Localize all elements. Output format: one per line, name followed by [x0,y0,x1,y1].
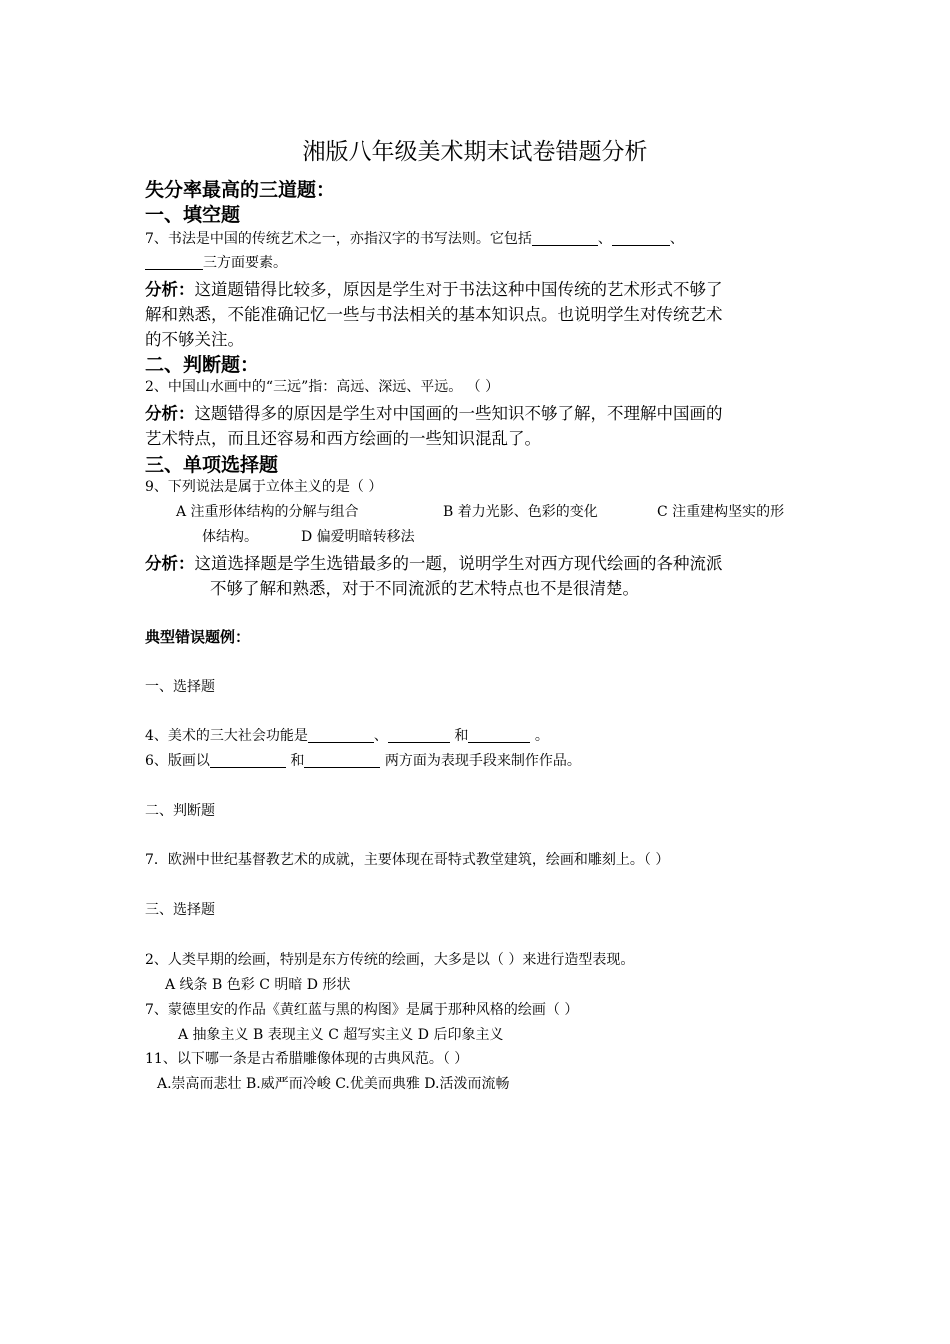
typical-q2: 2、人类早期的绘画，特别是东方传统的绘画，大多是以（ ）来进行造型表现。 [145,952,635,968]
analysis-text: 这道题错得比较多，原因是学生对于书法这种中国传统的艺术形式不够了 [194,280,723,299]
part2-analysis-line1 [145,400,723,424]
separator: 、 [373,728,388,744]
answer-blank [145,255,203,270]
part1-analysis-line1 [145,276,723,300]
question-text: 6、版画以 [145,753,210,769]
typical-q4 [145,725,549,745]
answer-blank [308,728,374,743]
answer-blank [532,231,598,246]
part3-option-c-cont: 体结构。 [202,529,258,545]
part3-analysis-line2: 不够了解和熟悉，对于不同流派的艺术特点也不是很清楚。 [210,579,639,598]
answer-blank [388,728,450,743]
typical-s3-heading: 三、选择题 [145,902,215,918]
analysis-text: 这题错得多的原因是学生对中国画的一些知识不够了解，不理解中国画的 [194,404,723,423]
analysis-text: 这道选择题是学生选错最多的一题，说明学生对西方现代绘画的各种流派 [194,554,723,573]
part3-option-c: C 注重建构坚实的形 [657,504,785,520]
analysis-label: 分析： [145,554,195,573]
typical-s2-heading: 二、判断题 [145,803,215,819]
separator: 和 [449,728,469,744]
answer-blank [304,753,380,768]
part1-question-suffix: 三方面要素。 [203,255,287,271]
question-text: 4、美术的三大社会功能是 [145,728,308,744]
part2-question: 2、中国山水画中的“三远”指：高远、深远、平远。 （ ） [145,379,500,395]
typical-q11-options: A.崇高而悲壮 B.威严而冷峻 C.优美而典雅 D.活泼而流畅 [157,1076,510,1092]
part3-analysis-line1 [145,550,723,574]
part3-option-b: B 着力光影、色彩的变化 [443,504,598,520]
separator: 。 [530,728,549,744]
part3-option-d: D 偏爱明暗转移法 [301,529,415,545]
typical-q7b-options: A 抽象主义 B 表现主义 C 超写实主义 D 后印象主义 [178,1027,504,1043]
answer-blank [612,231,670,246]
part3-option-a: A 注重形体结构的分解与组合 [176,504,359,520]
separator: 、 [669,231,684,247]
part2-heading: 二、判断题： [145,354,260,376]
typical-heading: 典型错误题例： [145,628,251,646]
part1-analysis-line3: 的不够关注。 [145,330,244,349]
part3-heading: 三、单项选择题 [145,454,279,476]
part1-question-line2 [145,252,287,272]
typical-q2-options: A 线条 B 色彩 C 明暗 D 形状 [165,977,351,993]
part1-heading: 一、填空题 [145,204,241,226]
answer-blank [210,753,286,768]
typical-q11: 11、以下哪一条是古希腊雕像体现的古典风范。（ ） [145,1051,469,1067]
typical-s1-heading: 一、选择题 [145,679,215,695]
part1-question-text: 7、书法是中国的传统艺术之一，亦指汉字的书写法则。它包括 [145,231,532,247]
typical-q6 [145,750,581,770]
page-title: 湘版八年级美术期末试卷错题分析 [302,139,648,165]
analysis-label: 分析： [145,280,195,299]
separator: 、 [597,231,612,247]
part1-analysis-line2: 解和熟悉，不能准确记忆一些与书法相关的基本知识点。也说明学生对传统艺术 [145,305,723,324]
part3-question: 9、下列说法是属于立体主义的是（ ） [145,479,383,495]
analysis-label: 分析： [145,404,195,423]
typical-q7b: 7、蒙德里安的作品《黄红蓝与黑的构图》是属于那种风格的绘画（ ） [145,1002,579,1018]
answer-blank [468,728,530,743]
question-text: 两方面为表现手段来制作作品。 [380,753,581,769]
section-heading: 失分率最高的三道题： [145,179,336,201]
part1-question-line1 [145,228,684,248]
separator: 和 [285,753,305,769]
typical-q7: 7．欧洲中世纪基督教艺术的成就，主要体现在哥特式教堂建筑，绘画和雕刻上。（ ） [145,852,670,868]
part2-analysis-line2: 艺术特点，而且还容易和西方绘画的一些知识混乱了。 [145,429,541,448]
